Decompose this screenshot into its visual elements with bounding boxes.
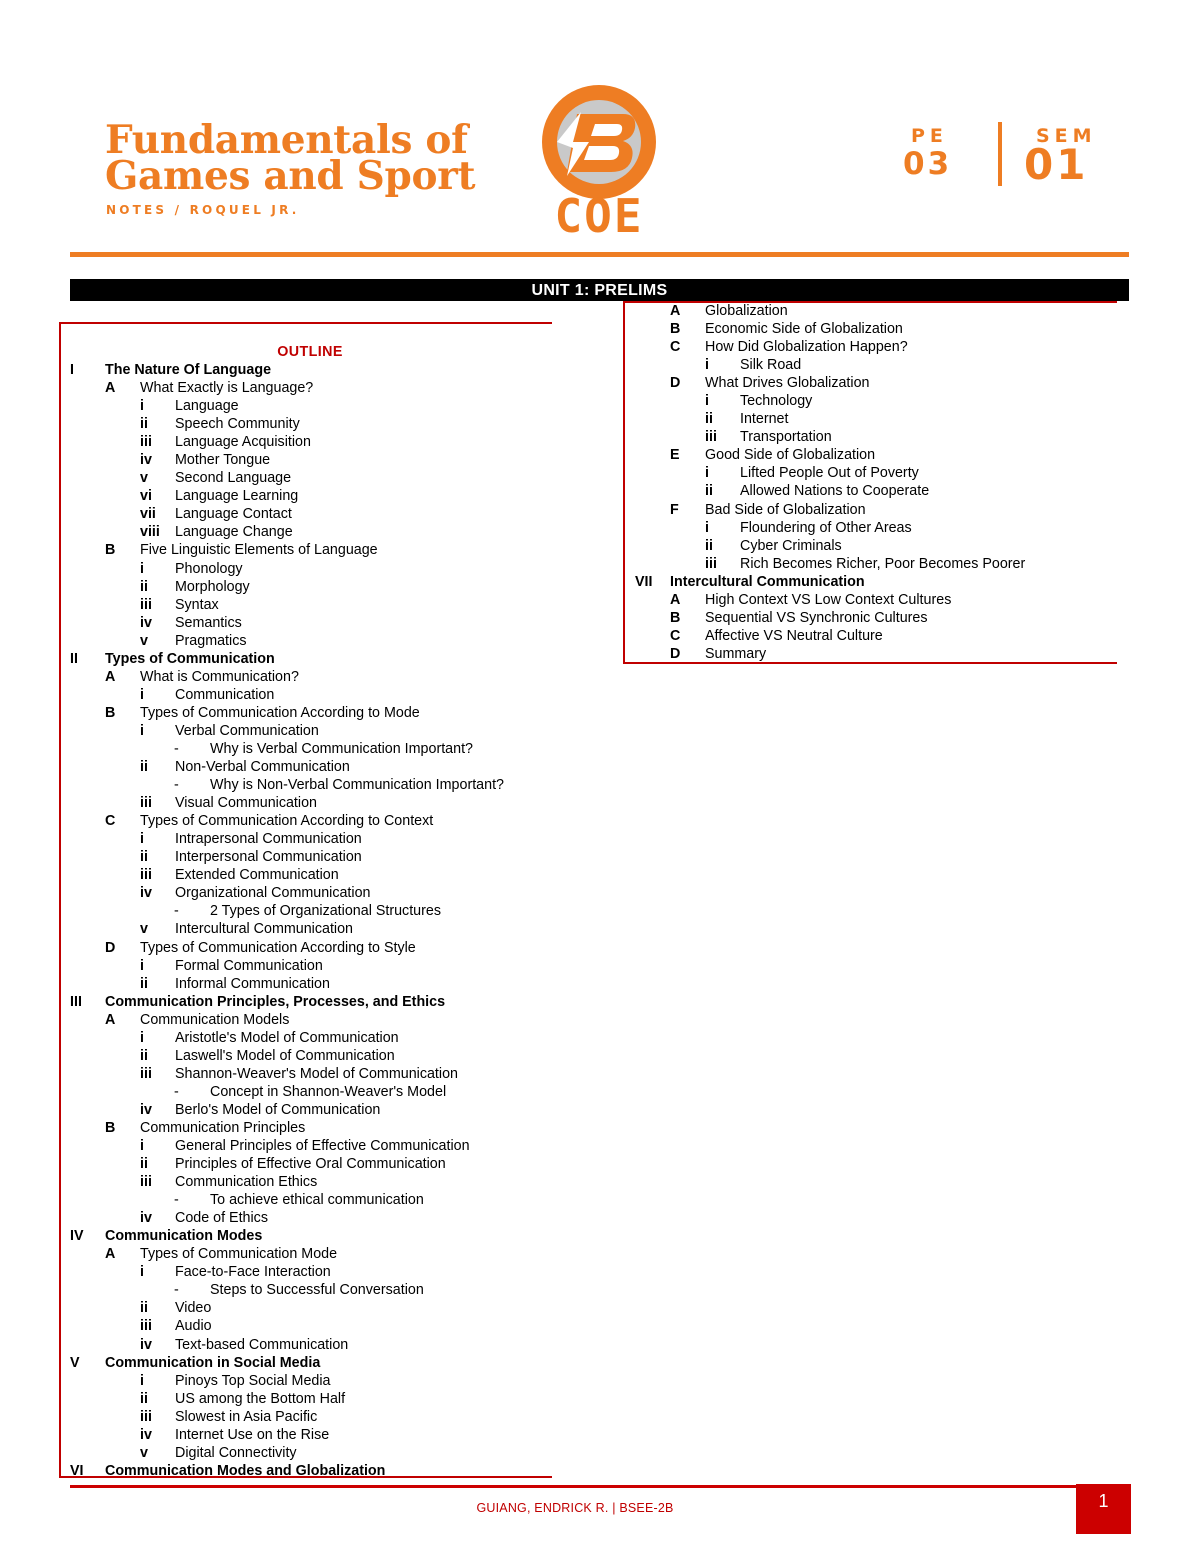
outline-item	[70, 884, 550, 902]
outline-marker: V	[70, 1354, 80, 1371]
outline-marker: ii	[705, 411, 713, 428]
outline-marker: ii	[140, 1047, 148, 1064]
footer-author: GUIANG, ENDRICK R. | BSEE-2B	[476, 1501, 674, 1515]
outline-text: Aristotle's Model of Communication	[175, 1029, 399, 1046]
outline-item	[70, 1101, 550, 1119]
outline-marker: B	[670, 609, 681, 626]
outline-marker: ii	[140, 1390, 148, 1407]
outline-item	[70, 1354, 550, 1372]
outline-marker: II	[70, 650, 78, 667]
outline-text: Speech Community	[175, 416, 300, 433]
outline-marker: D	[105, 939, 116, 956]
outline-text: Language Learning	[175, 488, 299, 505]
outline-text: Face-to-Face Interaction	[175, 1264, 331, 1281]
outline-item	[70, 776, 550, 794]
outline-text: Slowest in Asia Pacific	[175, 1408, 318, 1425]
outline-marker: i	[140, 1138, 144, 1155]
outline-item	[635, 338, 1115, 356]
outline-marker: A	[670, 303, 681, 319]
outline-marker: i	[705, 357, 709, 374]
outline-item	[635, 392, 1115, 410]
outline-item	[635, 302, 1115, 320]
page-number: 1	[1076, 1484, 1131, 1534]
outline-item	[70, 848, 550, 866]
right-frame-side	[623, 301, 625, 663]
outline-text: Code of Ethics	[175, 1210, 268, 1227]
outline-marker: i	[140, 957, 144, 974]
document-title-line-2: Games and Sport	[105, 153, 476, 199]
outline-text: Lifted People Out of Poverty	[740, 465, 919, 482]
outline-text: Non-Verbal Communication	[175, 759, 350, 776]
outline-item	[70, 1408, 550, 1426]
outline-marker: IV	[70, 1228, 84, 1245]
outline-item	[70, 578, 550, 596]
outline-marker: VI	[70, 1462, 84, 1479]
outline-marker: -	[174, 903, 179, 920]
outline-item	[70, 794, 550, 812]
outline-item	[70, 939, 550, 957]
outline-marker: viii	[140, 524, 160, 541]
coe-logo-text: COE	[554, 189, 644, 243]
outline-text: Intercultural Communication	[175, 921, 353, 938]
outline-marker: B	[105, 1119, 116, 1136]
footer-rule	[70, 1485, 1131, 1488]
outline-text: Digital Connectivity	[175, 1444, 297, 1461]
outline-marker: iv	[140, 452, 152, 469]
outline-item	[635, 374, 1115, 392]
outline-item	[70, 469, 550, 487]
outline-marker: ii	[705, 537, 713, 554]
outline-text: Communication	[175, 686, 275, 703]
outline-item	[635, 519, 1115, 537]
outline-text: Communication Modes	[105, 1228, 263, 1245]
outline-item	[635, 410, 1115, 428]
outline-marker: iv	[140, 1101, 152, 1118]
outline-item	[70, 1209, 550, 1227]
outline-text: Why is Verbal Communication Important?	[210, 740, 474, 757]
outline-marker: ii	[140, 578, 148, 595]
outline-item	[70, 1245, 550, 1263]
course-number: 03	[903, 146, 953, 182]
outline-text: Why is Non-Verbal Communication Important?	[210, 777, 505, 794]
outline-marker: i	[705, 465, 709, 482]
outline-text: Visual Communication	[175, 795, 317, 812]
outline-item	[70, 1047, 550, 1065]
outline-marker: iii	[140, 596, 152, 613]
outline-text: Phonology	[175, 560, 243, 577]
outline-item	[70, 920, 550, 938]
outline-text: Affective VS Neutral Culture	[705, 627, 883, 644]
outline-text: Formal Communication	[175, 957, 323, 974]
outline-text: High Context VS Low Context Cultures	[705, 591, 952, 608]
outline-marker: -	[174, 740, 179, 757]
outline-item	[70, 957, 550, 975]
outline-item	[70, 523, 550, 541]
outline-item	[70, 505, 550, 523]
outline-right-column	[635, 302, 1115, 663]
outline-item	[70, 433, 550, 451]
outline-marker: v	[140, 632, 148, 649]
outline-item	[70, 650, 550, 668]
outline-marker: F	[670, 501, 679, 518]
outline-text: To achieve ethical communication	[210, 1192, 424, 1209]
outline-item	[635, 320, 1115, 338]
document-title-line-1: Fundamentals of	[105, 117, 468, 163]
outline-item	[70, 1372, 550, 1390]
outline-marker: i	[140, 398, 144, 415]
outline-item	[635, 645, 1115, 663]
outline-marker: D	[670, 375, 681, 392]
outline-marker: D	[670, 645, 681, 662]
outline-marker: E	[670, 447, 680, 464]
outline-text: Communication Models	[140, 1011, 290, 1028]
document-subtitle: NOTES / ROQUEL JR.	[106, 203, 300, 217]
outline-item	[70, 415, 550, 433]
outline-marker: -	[174, 777, 179, 794]
outline-marker: iii	[140, 434, 152, 451]
outline-text: Internet	[740, 411, 789, 428]
outline-text: General Principles of Effective Communication	[175, 1138, 470, 1155]
outline-item	[70, 1173, 550, 1191]
outline-left-list	[70, 361, 550, 1480]
outline-marker: A	[105, 668, 116, 685]
outline-marker: iii	[140, 867, 152, 884]
outline-text: Types of Communication According to Mode	[140, 704, 420, 721]
outline-text: Second Language	[175, 470, 292, 487]
outline-marker: C	[670, 339, 681, 356]
outline-text: Rich Becomes Richer, Poor Becomes Poorer	[740, 555, 1026, 572]
outline-item	[70, 560, 550, 578]
outline-text: Text-based Communication	[175, 1336, 349, 1353]
outline-left-column	[70, 343, 550, 1480]
outline-text: Organizational Communication	[175, 885, 371, 902]
outline-item	[70, 1065, 550, 1083]
outline-item	[70, 1317, 550, 1335]
outline-marker: v	[140, 921, 148, 938]
outline-text: Summary	[705, 645, 767, 662]
outline-item	[70, 1390, 550, 1408]
outline-item	[635, 591, 1115, 609]
outline-item	[70, 1155, 550, 1173]
outline-text: Allowed Nations to Cooperate	[740, 483, 930, 500]
outline-text: Intrapersonal Communication	[175, 831, 362, 848]
left-frame-side	[59, 322, 61, 1477]
outline-heading: OUTLINE	[277, 344, 343, 360]
outline-item	[70, 361, 550, 379]
outline-text: Bad Side of Globalization	[705, 501, 866, 518]
outline-item	[70, 1083, 550, 1101]
outline-item	[70, 812, 550, 830]
outline-text: Pinoys Top Social Media	[175, 1372, 331, 1389]
outline-marker: iv	[140, 1210, 152, 1227]
outline-text: Communication Modes and Globalization	[105, 1462, 386, 1479]
outline-marker: -	[174, 1192, 179, 1209]
unit-title: UNIT 1: PRELIMS	[70, 279, 1129, 301]
outline-text: US among the Bottom Half	[175, 1390, 346, 1407]
outline-text: Internet Use on the Rise	[175, 1426, 330, 1443]
outline-item	[635, 428, 1115, 446]
outline-marker: III	[70, 993, 82, 1010]
outline-marker: iii	[140, 1408, 152, 1425]
outline-marker: iii	[705, 555, 717, 572]
outline-marker: ii	[140, 849, 148, 866]
outline-text: Sequential VS Synchronic Cultures	[705, 609, 928, 626]
semester-label: SEM	[1036, 125, 1097, 147]
outline-item	[70, 975, 550, 993]
outline-marker: i	[140, 831, 144, 848]
outline-item	[635, 555, 1115, 573]
outline-item	[635, 356, 1115, 374]
outline-item	[70, 379, 550, 397]
outline-text: Informal Communication	[175, 975, 330, 992]
outline-text: Silk Road	[740, 357, 802, 374]
outline-marker: -	[174, 1083, 179, 1100]
outline-item	[635, 464, 1115, 482]
outline-marker: I	[70, 362, 74, 378]
outline-text: Economic Side of Globalization	[705, 321, 903, 338]
outline-marker: ii	[140, 1156, 148, 1173]
outline-item	[70, 866, 550, 884]
outline-item	[70, 758, 550, 776]
outline-item	[635, 501, 1115, 519]
outline-text: Language Acquisition	[175, 434, 311, 451]
outline-marker: i	[140, 1264, 144, 1281]
outline-marker: ii	[140, 975, 148, 992]
outline-item	[70, 1137, 550, 1155]
outline-marker: i	[705, 519, 709, 536]
outline-marker: i	[140, 1372, 144, 1389]
outline-item	[635, 482, 1115, 500]
outline-item	[70, 722, 550, 740]
semester-number: 01	[1024, 140, 1089, 189]
outline-item	[70, 1299, 550, 1317]
outline-item	[635, 446, 1115, 464]
outline-marker: iv	[140, 1426, 152, 1443]
outline-item	[635, 573, 1115, 591]
outline-text: Syntax	[175, 596, 219, 613]
outline-marker: C	[105, 813, 116, 830]
outline-item	[70, 1227, 550, 1245]
outline-text: Morphology	[175, 578, 250, 595]
header-rule	[70, 252, 1129, 257]
outline-text: Globalization	[705, 303, 788, 319]
outline-marker: B	[670, 321, 681, 338]
outline-marker: B	[105, 542, 116, 559]
outline-text: Steps to Successful Conversation	[210, 1282, 424, 1299]
outline-text: Communication Principles	[140, 1119, 306, 1136]
outline-item	[70, 1029, 550, 1047]
outline-item	[70, 487, 550, 505]
outline-marker: v	[140, 1444, 148, 1461]
outline-item	[70, 902, 550, 920]
outline-marker: iii	[140, 1174, 152, 1191]
outline-text: What Exactly is Language?	[140, 380, 314, 397]
outline-marker: v	[140, 470, 148, 487]
outline-marker: i	[705, 393, 709, 410]
outline-marker: i	[140, 1029, 144, 1046]
outline-marker: ii	[140, 759, 148, 776]
outline-marker: iv	[140, 1336, 152, 1353]
outline-text: Types of Communication According to Style	[140, 939, 416, 956]
outline-text: Floundering of Other Areas	[740, 519, 912, 536]
outline-item	[635, 627, 1115, 645]
outline-item	[70, 1336, 550, 1354]
outline-text: Interpersonal Communication	[175, 849, 362, 866]
outline-item	[70, 632, 550, 650]
outline-text: Communication Ethics	[175, 1174, 318, 1191]
outline-text: Mother Tongue	[175, 452, 271, 469]
outline-text: Types of Communication Mode	[140, 1246, 338, 1263]
outline-text: Language Contact	[175, 506, 292, 523]
outline-item	[70, 1462, 550, 1480]
outline-item	[70, 397, 550, 415]
outline-marker: iii	[140, 1065, 152, 1082]
outline-item	[70, 1263, 550, 1281]
outline-marker: A	[105, 1011, 116, 1028]
outline-item	[635, 537, 1115, 555]
outline-marker: ii	[705, 483, 713, 500]
outline-item	[70, 830, 550, 848]
outline-marker: VII	[635, 573, 653, 590]
outline-marker: iv	[140, 614, 152, 631]
outline-text: Semantics	[175, 614, 242, 631]
outline-text: Intercultural Communication	[670, 573, 865, 590]
outline-item	[635, 609, 1115, 627]
outline-text: Concept in Shannon-Weaver's Model	[210, 1083, 447, 1100]
outline-text: Audio	[175, 1318, 212, 1335]
coe-logo	[537, 84, 661, 243]
outline-text: Communication in Social Media	[105, 1354, 321, 1371]
outline-marker: iii	[140, 795, 152, 812]
outline-marker: A	[670, 591, 681, 608]
outline-text: Language	[175, 398, 239, 415]
outline-marker: C	[670, 627, 681, 644]
outline-marker: A	[105, 380, 116, 397]
outline-item	[70, 451, 550, 469]
outline-text: Technology	[740, 393, 813, 410]
outline-item	[70, 1011, 550, 1029]
outline-text: Extended Communication	[175, 867, 339, 884]
outline-marker: iii	[140, 1318, 152, 1335]
outline-item	[70, 993, 550, 1011]
outline-item	[70, 668, 550, 686]
outline-text: Pragmatics	[175, 632, 247, 649]
outline-text: Types of Communication According to Context	[140, 813, 434, 830]
outline-text: Video	[175, 1300, 212, 1317]
outline-item	[70, 1281, 550, 1299]
outline-text: What Drives Globalization	[705, 375, 870, 392]
outline-text: The Nature Of Language	[105, 362, 272, 378]
outline-marker: ii	[140, 416, 148, 433]
outline-right-list	[635, 302, 1115, 663]
outline-marker: i	[140, 722, 144, 739]
left-frame-top	[59, 322, 552, 324]
outline-item	[70, 596, 550, 614]
outline-item	[70, 704, 550, 722]
outline-marker: B	[105, 704, 116, 721]
outline-marker: ii	[140, 1300, 148, 1317]
outline-marker: iii	[705, 429, 717, 446]
outline-text: Principles of Effective Oral Communication	[175, 1156, 446, 1173]
outline-text: Five Linguistic Elements of Language	[140, 542, 378, 559]
outline-text: Berlo's Model of Communication	[175, 1101, 381, 1118]
outline-text: Good Side of Globalization	[705, 447, 876, 464]
outline-item	[70, 1119, 550, 1137]
outline-marker: vi	[140, 488, 152, 505]
outline-item	[70, 1426, 550, 1444]
outline-marker: -	[174, 1282, 179, 1299]
outline-marker: i	[140, 560, 144, 577]
outline-item	[70, 686, 550, 704]
outline-item	[70, 740, 550, 758]
outline-text: Shannon-Weaver's Model of Communication	[175, 1065, 458, 1082]
outline-text: What is Communication?	[140, 668, 299, 685]
outline-marker: iv	[140, 885, 152, 902]
course-label: PE	[911, 125, 948, 147]
outline-marker: i	[140, 686, 144, 703]
outline-marker: A	[105, 1246, 116, 1263]
outline-text: 2 Types of Organizational Structures	[210, 903, 441, 920]
outline-text: How Did Globalization Happen?	[705, 339, 908, 356]
outline-text: Laswell's Model of Communication	[175, 1047, 395, 1064]
outline-marker: vii	[140, 506, 156, 523]
outline-item	[70, 614, 550, 632]
outline-text: Types of Communication	[105, 650, 275, 667]
outline-text: Communication Principles, Processes, and Ethics	[105, 993, 446, 1010]
outline-text: Transportation	[740, 429, 832, 446]
outline-text: Verbal Communication	[175, 722, 319, 739]
outline-item	[70, 1191, 550, 1209]
outline-item	[70, 1444, 550, 1462]
outline-text: Language Change	[175, 524, 293, 541]
outline-text: Cyber Criminals	[740, 537, 842, 554]
header-divider	[998, 122, 1002, 186]
outline-item	[70, 541, 550, 559]
